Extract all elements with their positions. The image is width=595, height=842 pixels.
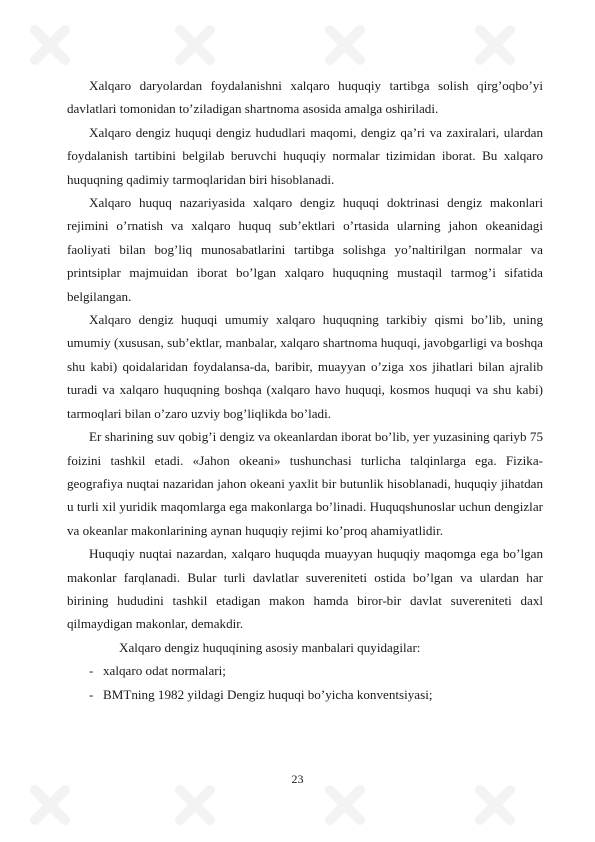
paragraph-2: Xalqaro dengiz huquqi dengiz hududlari maqomi, dengiz qa’ri va zaxiralari, ulardan foydalanish tartibini belgilab beruvchi huquqiy normalar tizimidan iborat. Bu xalqaro huquqning qadimiy tarmoqlaridan biri hisoblanadi. [67,124,543,187]
list-item [67,683,543,706]
list-bullet: - [89,663,94,679]
list-bullet: - [89,686,94,702]
list-item [67,659,543,682]
paragraph-5: Er sharining suv qobig’i dengiz va okeanlardan iborat bo’lib, yer yuzasining qariyb 75 foizini tashkil etadi. «Jahon okeani» tushunchasi turlicha talqinlarga ega. Fizika-geografiya nuqtai nazaridan jahon okeani yaxlit bir butunlik hisoblanadi, huquqiy jihatdan u turli xil yuridik maqomlarga ega makonlarga bo’linadi. Huquqshunoslar uchun dengizlar va okeanlar makonlarining aynan huquqiy rejimi ko’proq ahamiyatlidir. [67,429,543,538]
sources-intro: Xalqaro dengiz huquqining asosiy manbalari quyidagilar: [119,639,421,655]
paragraph-4: Xalqaro dengiz huquqi umumiy xalqaro huquqning tarkibiy qismi bo’lib, uning umumiy (xususan, sub’ektlar, manbalar, xalqaro shartnoma huquqi, javobgarligi va boshqa shu kabi) qoidalaridan foydalansa-da, baribir, muayyan o’ziga xos jihatlari bilan ajralib turadi va xalqaro huquqning boshqa (xalqaro havo huquqi, kosmos huquqi va shu kabi) tarmoqlari bilan o’zaro uzviy bog’liqlikda bo’ladi. [67,312,543,421]
list-item-text: BMTning 1982 yildagi Dengiz huquqi bo’yicha konventsiyasi; [103,686,433,702]
sources-list [67,659,543,706]
page-number: 23 [291,772,304,786]
page-content [67,74,543,706]
paragraph-6: Huquqiy nuqtai nazardan, xalqaro huquqda muayyan huquqiy maqomga ega bo’lgan makonlar farqlanadi. Bular turli davlatlar suvereniteti ostida bo’lgan va ulardan har birining hududini tashkil etadigan makon hamda biror-bir davlat suvereniteti daxl qilmaydigan makonlar, demakdir. [67,546,543,632]
list-item-text: xalqaro odat normalari; [103,663,226,679]
paragraph-3: Xalqaro huquq nazariyasida xalqaro dengiz huquqi doktrinasi dengiz makonlari rejimini o’rnatish va xalqaro huquq sub’ektlari o’rtasida ularning jahon okeanidagi faoliyati bilan bog’liq munosabatlarini tartibga solishga yo’naltirilgan normalar va printsiplar majmuidan iborat bo’lgan xalqaro huquqning mustaqil tarmog’i sifatida belgilangan. [67,195,543,304]
paragraph-1: Xalqaro daryolardan foydalanishni xalqaro huquqiy tartibga solish qirg’oqbo’yi davlatlari tomonidan to’ziladigan shartnoma asosida amalga oshiriladi. [67,78,543,117]
